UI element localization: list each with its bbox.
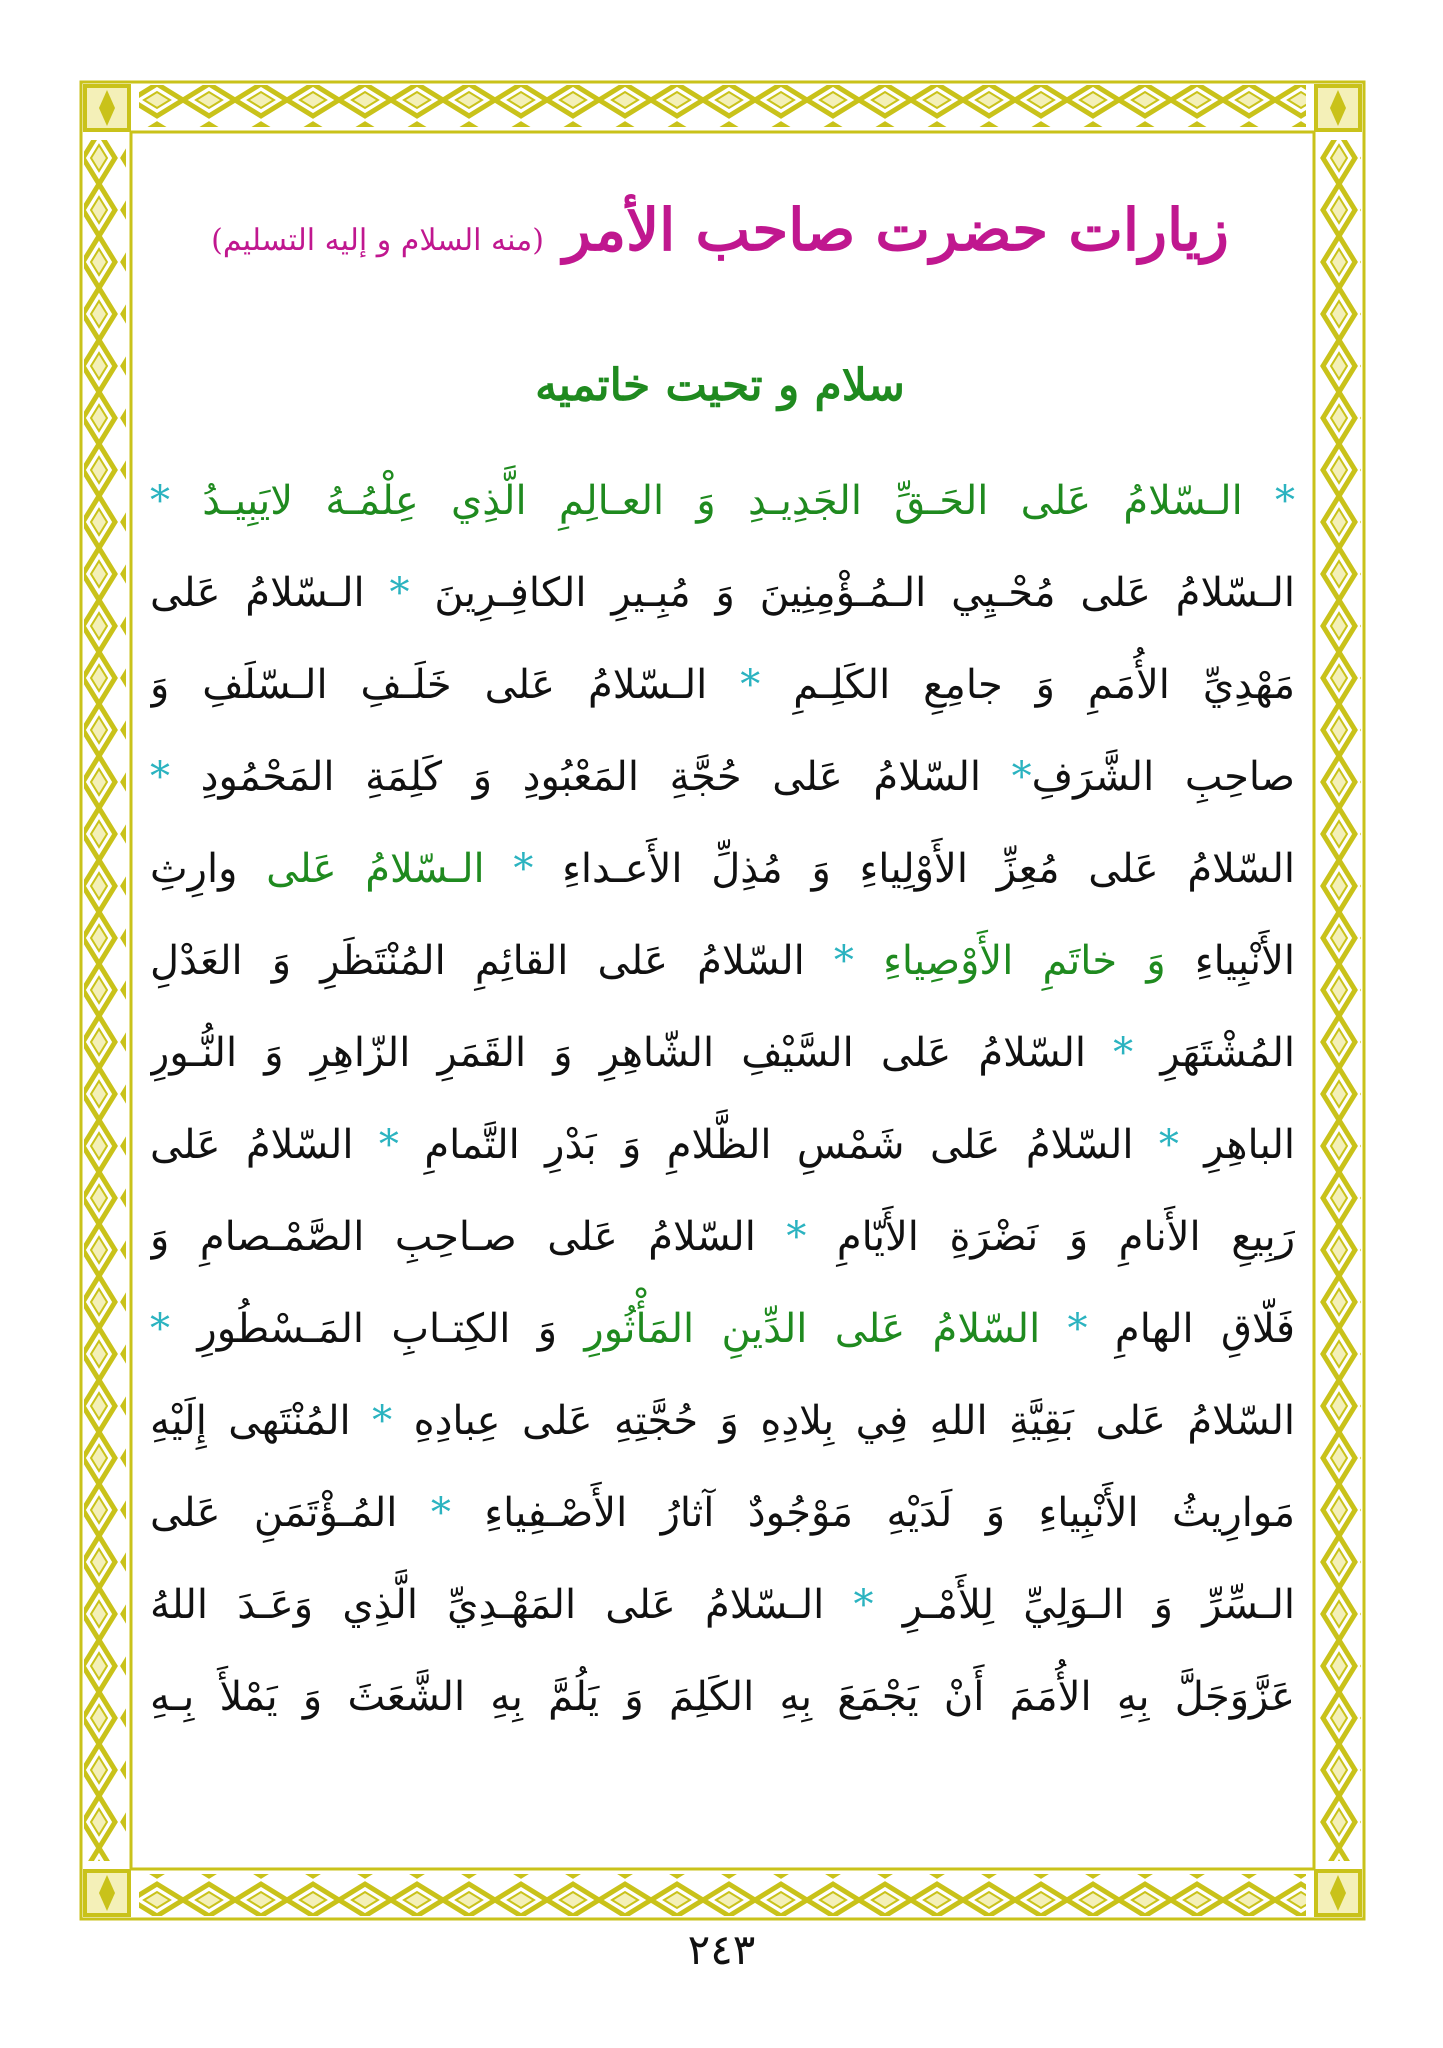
asterisk-separator: * — [981, 754, 1032, 800]
asterisk-separator: * — [755, 1214, 837, 1260]
text-segment: رَبِيعِ الأَنامِ وَ نَضْرَةِ الأَيّامِ — [836, 1214, 1295, 1260]
text-segment: الباهِرِ — [1204, 1122, 1295, 1168]
text-segment: المُنْتَهى إِلَيْهِ — [150, 1398, 351, 1444]
asterisk-separator: * — [1086, 1030, 1161, 1076]
text-segment: مَهْدِيِّ الأُمَمِ وَ جامِعِ الكَلِـمِ — [793, 662, 1295, 708]
text-line — [150, 731, 1295, 823]
asterisk-separator: * — [364, 570, 435, 616]
text-segment: المُشْتَهَرِ — [1160, 1030, 1295, 1076]
asterisk-separator: * — [484, 846, 563, 892]
text-segment: المُـؤْتَمَنِ عَلى — [150, 1490, 398, 1536]
text-line — [150, 1283, 1295, 1375]
text-segment: مَوارِيثُ الأَنْبِياءِ وَ لَدَيْهِ مَوْجُودٌ آثارُ الأَصْـفِياءِ — [484, 1490, 1295, 1536]
text-line — [150, 1191, 1295, 1283]
text-line — [150, 639, 1295, 731]
asterisk-separator: * — [1242, 478, 1295, 524]
text-segment: السّلامُ عَلى — [150, 1122, 354, 1168]
section-heading: سلام و تحیت خاتمیه — [535, 360, 905, 411]
asterisk-separator: * — [350, 1398, 414, 1444]
page-number: ٢٤٣ — [687, 1925, 756, 1974]
title-subtitle: (منه السلام و إلیه التسلیم) — [211, 223, 544, 258]
text-segment-green: وَ خاتَمِ الأَوْصِياءِ — [883, 938, 1195, 984]
asterisk-separator: * — [150, 1306, 198, 1352]
text-segment: السّلامُ عَلى القائِمِ المُنْتَظَرِ وَ العَدْلِ — [150, 938, 805, 984]
text-segment: الـسّلامُ عَلى مُحْـيِي الـمُـؤْمِنِينَ وَ مُبِـيرِ الكافِـرِينَ — [434, 570, 1295, 616]
text-segment-green: السّلامُ عَلى الدِّينِ المَأْثُورِ — [584, 1306, 1041, 1352]
asterisk-separator: * — [824, 1582, 903, 1628]
text-segment: عَزَّوَجَلَّ بِهِ الأُمَمَ أَنْ يَجْمَعَ بِهِ الكَلِمَ وَ يَلُمَّ بِهِ الشَّعَثَ وَ يَمْلأَ بِـهِ — [150, 1674, 1295, 1720]
text-line — [150, 1099, 1295, 1191]
title-main: زیارات حضرت صاحب الأمر — [563, 196, 1229, 264]
text-segment: الـسِّرِّ وَ الـوَلِيِّ لِلأَمْـرِ — [902, 1582, 1295, 1628]
text-line — [150, 1559, 1295, 1651]
text-line — [150, 1375, 1295, 1467]
prayer-text — [150, 455, 1295, 1845]
text-segment: السّلامُ عَلى مُعِزِّ الأَوْلِياءِ وَ مُذِلِّ الأَعـداءِ — [562, 846, 1295, 892]
asterisk-separator: * — [150, 478, 203, 524]
text-line — [150, 455, 1295, 547]
text-segment-green: الـسّلامُ عَلى الحَـقِّ الجَدِيـدِ وَ العـالِمِ الَّذِي عِلْمُـهُ لايَبِيـدُ — [202, 478, 1243, 524]
asterisk-separator: * — [804, 938, 884, 984]
text-segment: الـسّلامُ عَلى خَلَـفِ الـسّلَفِ وَ — [150, 662, 708, 708]
text-segment: السّلامُ عَلى بَقِيَّةِ اللهِ فِي بِلادِهِ وَ حُجَّتِهِ عَلى عِبادِهِ — [413, 1398, 1295, 1444]
text-segment: الـسّلامُ عَلى — [150, 570, 365, 616]
text-segment: صاحِبِ الشَّرَفِ — [1031, 754, 1295, 800]
text-segment: فَلّاقِ الهامِ — [1114, 1306, 1295, 1352]
asterisk-separator: * — [150, 754, 201, 800]
text-line — [150, 915, 1295, 1007]
asterisk-separator: * — [397, 1490, 485, 1536]
text-line — [150, 1007, 1295, 1099]
asterisk-separator: * — [707, 662, 794, 708]
text-line — [150, 823, 1295, 915]
text-line — [150, 1651, 1295, 1743]
page-title — [150, 196, 1290, 306]
asterisk-separator: * — [353, 1122, 425, 1168]
text-line — [150, 547, 1295, 639]
asterisk-separator: * — [1133, 1122, 1205, 1168]
text-segment: وَ الكِتـابِ المَـسْطُورِ — [197, 1306, 585, 1352]
text-segment-green: الـسّلامُ عَلى — [266, 846, 485, 892]
text-segment: السّلامُ عَلى صـاحِبِ الصَّمْـصامِ وَ — [150, 1214, 756, 1260]
text-segment: الـسّلامُ عَلى المَهْـدِيِّ الَّذِي وَعَـدَ اللهُ — [150, 1582, 825, 1628]
text-segment: الأَنْبِياءِ — [1194, 938, 1295, 984]
text-segment: السّلامُ عَلى حُجَّةِ المَعْبُودِ وَ كَلِمَةِ المَحْمُودِ — [200, 754, 981, 800]
text-segment: وارِثِ — [150, 846, 267, 892]
text-line — [150, 1467, 1295, 1559]
text-segment: السّلامُ عَلى السَّيْفِ الشّاهِرِ وَ القَمَرِ الزّاهِرِ وَ النُّـورِ — [150, 1030, 1087, 1076]
asterisk-separator: * — [1040, 1306, 1115, 1352]
text-segment: السّلامُ عَلى شَمْسِ الظَّلامِ وَ بَدْرِ التَّمامِ — [424, 1122, 1134, 1168]
